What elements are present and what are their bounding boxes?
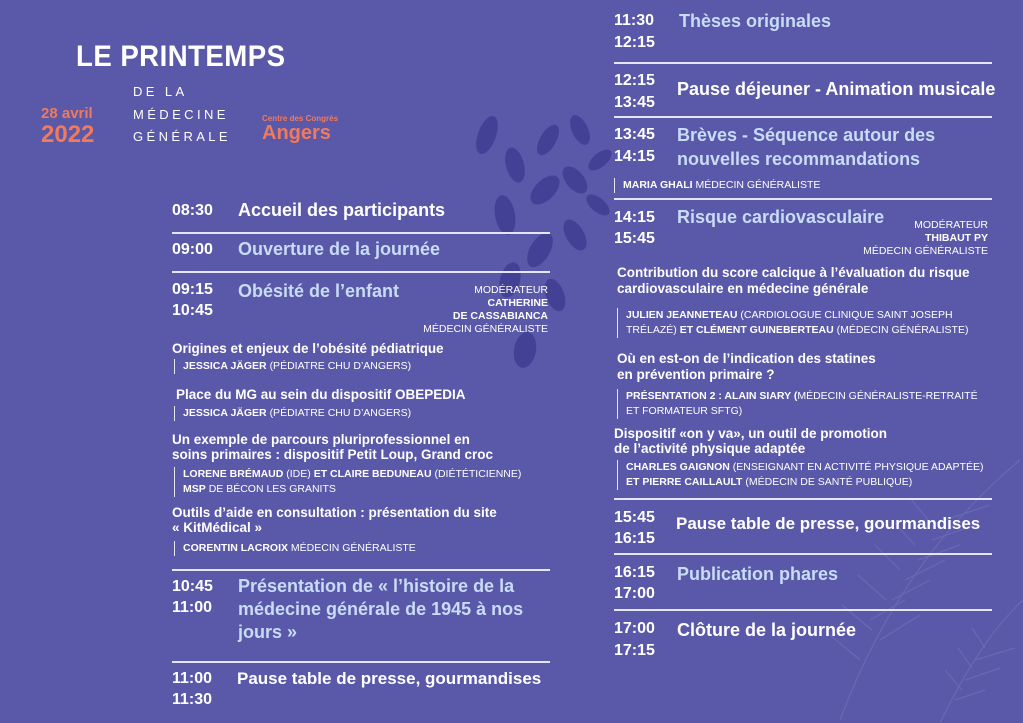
msp-name: DE BÉCON LES GRANITS: [208, 483, 336, 495]
talk-title-line-1: Dispositif «on y va», un outil de promotion: [614, 426, 888, 441]
speaker-name: ET CLÉMENT GUINEBERTEAU: [679, 324, 834, 336]
dejeuner-time-end: 13:45: [614, 94, 655, 111]
phares-time-start: 16:15: [614, 564, 655, 581]
speaker-name: ET PIERRE CAILLAULT: [626, 476, 743, 488]
separator: [614, 609, 992, 611]
speaker-name: JULIEN JEANNETEAU: [626, 309, 738, 321]
event-title: LE PRINTEMPS: [76, 40, 286, 73]
theses-title: Thèses originales: [679, 11, 832, 31]
separator: [614, 553, 992, 555]
breves-title-line-1: Brèves - Séquence autour des: [677, 125, 936, 145]
speaker-role: (MÉDECIN DE SANTÉ PUBLIQUE): [745, 476, 913, 488]
speaker-role-line-2: ET FORMATEUR SFTG): [626, 405, 743, 417]
pause2-time-start: 15:45: [614, 509, 655, 526]
event-date-year: 2022: [41, 121, 95, 148]
talk-title: Origines et enjeux de l’obésité pédiatrique: [172, 341, 444, 356]
cloture-time-start: 17:00: [614, 620, 655, 637]
histoire-time-end: 11:00: [172, 599, 213, 616]
speaker-name: LORENE BRÉMAUD: [183, 468, 284, 480]
moderator-name: THIBAUT PY: [925, 232, 988, 244]
speaker-role: MÉDECIN GÉNÉRALISTE-RETRAITÉ: [797, 390, 978, 402]
event-subtitle-line-2: MÉDECINE: [133, 107, 229, 122]
speaker-role: (MÉDECIN GÉNÉRALISTE): [836, 324, 969, 336]
moderator-role: MÉDECIN GÉNÉRALISTE: [863, 245, 988, 257]
dejeuner-time-start: 12:15: [614, 72, 655, 89]
pause-time-end: 11:30: [172, 691, 213, 708]
speaker-role: MÉDECIN GÉNÉRALISTE: [695, 179, 821, 191]
speaker-name: JESSICA JÄGER: [183, 360, 267, 372]
speaker-name: CHARLES GAIGNON: [626, 461, 730, 473]
cardio-title: Risque cardiovasculaire: [677, 207, 885, 227]
dejeuner-title: Pause déjeuner - Animation musicale: [677, 79, 996, 99]
phares-title: Publication phares: [677, 564, 839, 584]
moderator-label: MODÉRATEUR: [914, 219, 988, 231]
speaker-role: MÉDECIN GÉNÉRALISTE: [290, 542, 416, 554]
phares-time-end: 17:00: [614, 585, 655, 602]
separator: [614, 498, 992, 500]
talk-title-line-1: Où en est-on de l’indication des statines: [617, 351, 876, 366]
separator: [172, 232, 550, 234]
breves-speaker: [614, 178, 820, 193]
pause-title: Pause table de presse, gourmandises: [237, 669, 542, 688]
accueil-time: 08:30: [172, 202, 213, 219]
speaker-role: TRÉLAZÉ): [626, 324, 677, 336]
speaker-role: (PÉDIATRE CHU D’ANGERS): [269, 407, 412, 419]
moderator-label: MODÉRATEUR: [474, 284, 548, 296]
speaker-role: (CARDIOLOGUE CLINIQUE SAINT JOSEPH: [740, 309, 953, 321]
histoire-time-start: 10:45: [172, 578, 213, 595]
breves-time-end: 14:15: [614, 148, 655, 165]
venue-label: Centre des Congrès: [262, 114, 339, 123]
speaker-role: (IDE): [286, 468, 311, 480]
speaker-role: (ENSEIGNANT EN ACTIVITÉ PHYSIQUE ADAPTÉE): [732, 461, 984, 473]
event-subtitle-line-3: GÉNÉRALE: [133, 129, 232, 144]
obesite-time-end: 10:45: [172, 302, 213, 319]
breves-time-start: 13:45: [614, 126, 655, 143]
speaker-role: (PÉDIATRE CHU D’ANGERS): [269, 360, 412, 372]
histoire-title-line-2: médecine générale de 1945 à nos: [238, 599, 524, 619]
breves-title-line-2: nouvelles recommandations: [677, 149, 921, 169]
speaker-name: PRÉSENTATION 2 : ALAIN SIARY (: [626, 390, 798, 402]
speaker-name: CORENTIN LACROIX: [183, 542, 288, 554]
talk-title-line-2: en prévention primaire ?: [617, 367, 775, 382]
speaker-name: JESSICA JÄGER: [183, 407, 267, 419]
talk-speaker: [617, 389, 978, 419]
talk-title-line-2: cardiovasculaire en médecine générale: [617, 281, 869, 296]
obesite-title: Obésité de l’enfant: [238, 281, 400, 301]
separator: [172, 661, 550, 663]
ouverture-title: Ouverture de la journée: [238, 239, 441, 259]
talk-title-line-2: soins primaires : dispositif Petit Loup, Grand croc: [172, 447, 494, 462]
venue-city: Angers: [262, 122, 331, 144]
separator: [614, 116, 992, 118]
talk-title-line-1: Contribution du score calcique à l’évaluation du risque: [617, 265, 970, 280]
theses-time-end: 12:15: [614, 34, 655, 51]
theses-time-start: 11:30: [614, 12, 655, 29]
cardio-time-start: 14:15: [614, 209, 655, 226]
pause2-title: Pause table de presse, gourmandises: [676, 514, 981, 533]
separator: [172, 271, 550, 273]
histoire-title-line-3: jours »: [238, 622, 298, 642]
moderator-role: MÉDECIN GÉNÉRALISTE: [423, 323, 548, 335]
obesite-time-start: 09:15: [172, 281, 213, 298]
talk-title-line-2: de l’activité physique adaptée: [614, 441, 806, 456]
separator: [614, 198, 992, 200]
obesite-moderator: [423, 284, 548, 336]
separator: [614, 62, 992, 64]
talk-speakers: [617, 460, 983, 490]
pause-time-start: 11:00: [172, 670, 213, 687]
cardio-moderator: [863, 219, 988, 258]
talk-title-line-1: Un exemple de parcours pluriprofessionnel en: [172, 432, 470, 447]
histoire-title-line-1: Présentation de « l’histoire de la: [238, 576, 515, 596]
talk-title-line-2: « KitMédical »: [172, 520, 263, 535]
msp-label: MSP: [183, 483, 206, 495]
accueil-title: Accueil des participants: [238, 200, 446, 220]
separator: [172, 569, 550, 571]
talk-speaker: [174, 541, 416, 556]
talk-title-line-1: Outils d’aide en consultation : présentation du site: [172, 505, 497, 520]
cloture-time-end: 17:15: [614, 642, 655, 659]
talk-speaker: [174, 406, 411, 421]
talk-speakers: [617, 308, 968, 338]
talk-title: Place du MG au sein du dispositif OBEPEDIA: [176, 387, 466, 402]
talk-speaker: [174, 359, 411, 374]
event-date-day: 28 avril: [41, 105, 93, 122]
cardio-time-end: 15:45: [614, 230, 655, 247]
event-subtitle-line-1: DE LA: [133, 84, 188, 99]
moderator-name-line-1: CATHERINE: [487, 297, 548, 309]
ouverture-time: 09:00: [172, 241, 213, 258]
speaker-name: MARIA GHALI: [623, 179, 693, 191]
moderator-name-line-2: DE CASSABIANCA: [452, 310, 548, 322]
cloture-title: Clôture de la journée: [677, 620, 857, 640]
pause2-time-end: 16:15: [614, 530, 655, 547]
speaker-name: ET CLAIRE BEDUNEAU: [313, 468, 432, 480]
speaker-role: (DIÉTÉTICIENNE): [434, 468, 522, 480]
talk-speakers: [174, 467, 521, 497]
